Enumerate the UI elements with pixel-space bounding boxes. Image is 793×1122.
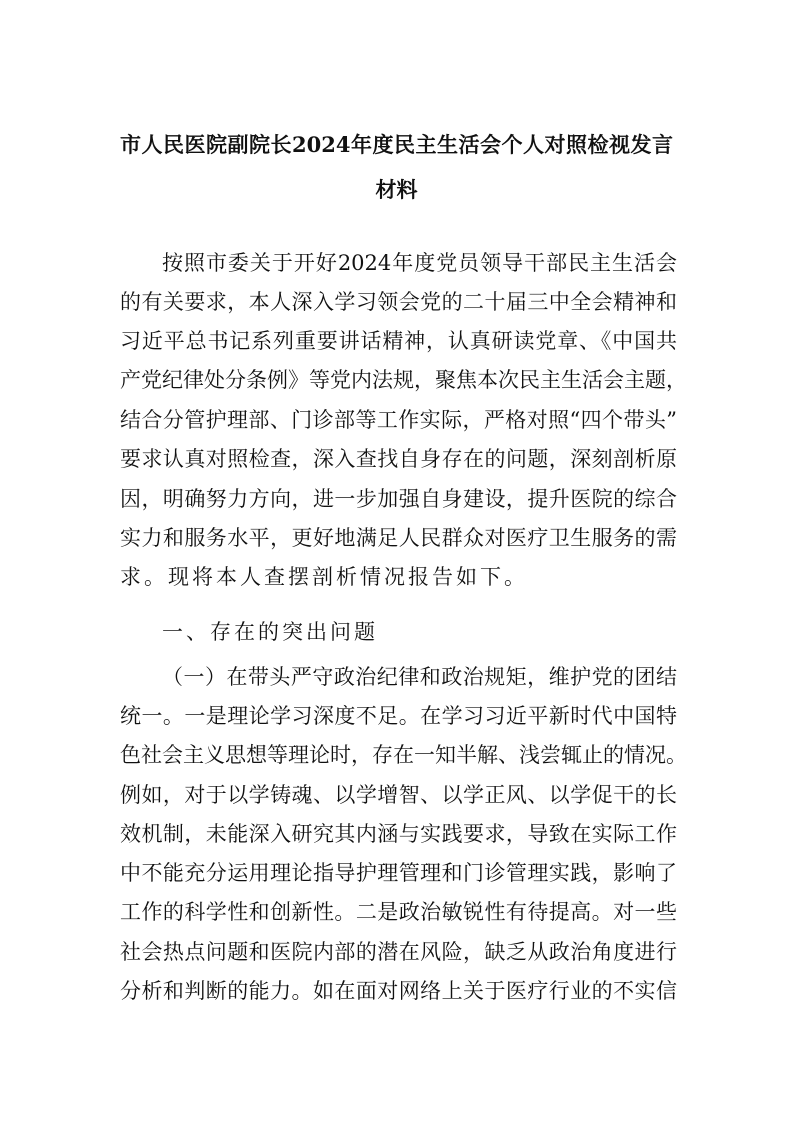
paragraph-line: 统一。一是理论学习深度不足。在学习习近平新时代中国特 (120, 704, 677, 728)
paragraph-line: 社会热点问题和医院内部的潜在风险，缺乏从政治角度进行 (120, 940, 677, 964)
paragraph-line: 中不能充分运用理论指导护理管理和门诊管理实践，影响了 (120, 861, 677, 885)
paragraph-line: 产党纪律处分条例》等党内法规，聚焦本次民主生活会主题， (120, 368, 687, 392)
paragraph-line: 结合分管护理部、门诊部等工作实际，严格对照“四个带头” (120, 408, 677, 432)
paragraph-line: 例如，对于以学铸魂、以学增智、以学正风、以学促干的长 (120, 783, 677, 807)
paragraph-line: 分析和判断的能力。如在面对网络上关于医疗行业的不实信 (120, 979, 677, 1003)
paragraph-line: 实力和服务水平，更好地满足人民群众对医疗卫生服务的需 (120, 526, 677, 550)
paragraph-line: （一）在带头严守政治纪律和政治规矩，维护党的团结 (162, 665, 677, 689)
paragraph-line: 工作的科学性和创新性。二是政治敏锐性有待提高。对一些 (120, 900, 677, 924)
paragraph-line: 因，明确努力方向，进一步加强自身建设，提升医院的综合 (120, 487, 677, 511)
paragraph-line: 色社会主义思想等理论时，存在一知半解、浅尝辄止的情况。 (120, 743, 687, 767)
paragraph-line: 习近平总书记系列重要讲话精神，认真研读党章、《中国共 (120, 329, 677, 353)
paragraph-line: 要求认真对照检查，深入查找自身存在的问题，深刻剖析原 (120, 447, 677, 471)
paragraph-line: 求。现将本人查摆剖析情况报告如下。 (120, 565, 528, 589)
document-title-line-1: 市人民医院副院长2024年度民主生活会个人对照检视发言 (120, 132, 673, 157)
section-heading: 一、存在的突出问题 (162, 620, 378, 644)
paragraph-line: 的有关要求，本人深入学习领会党的二十届三中全会精神和 (120, 290, 677, 314)
document-title-line-2: 材料 (375, 177, 418, 202)
paragraph-line: 效机制，未能深入研究其内涵与实践要求，导致在实际工作 (120, 822, 677, 846)
paragraph-line: 按照市委关于开好2024年度党员领导干部民主生活会 (162, 251, 677, 275)
